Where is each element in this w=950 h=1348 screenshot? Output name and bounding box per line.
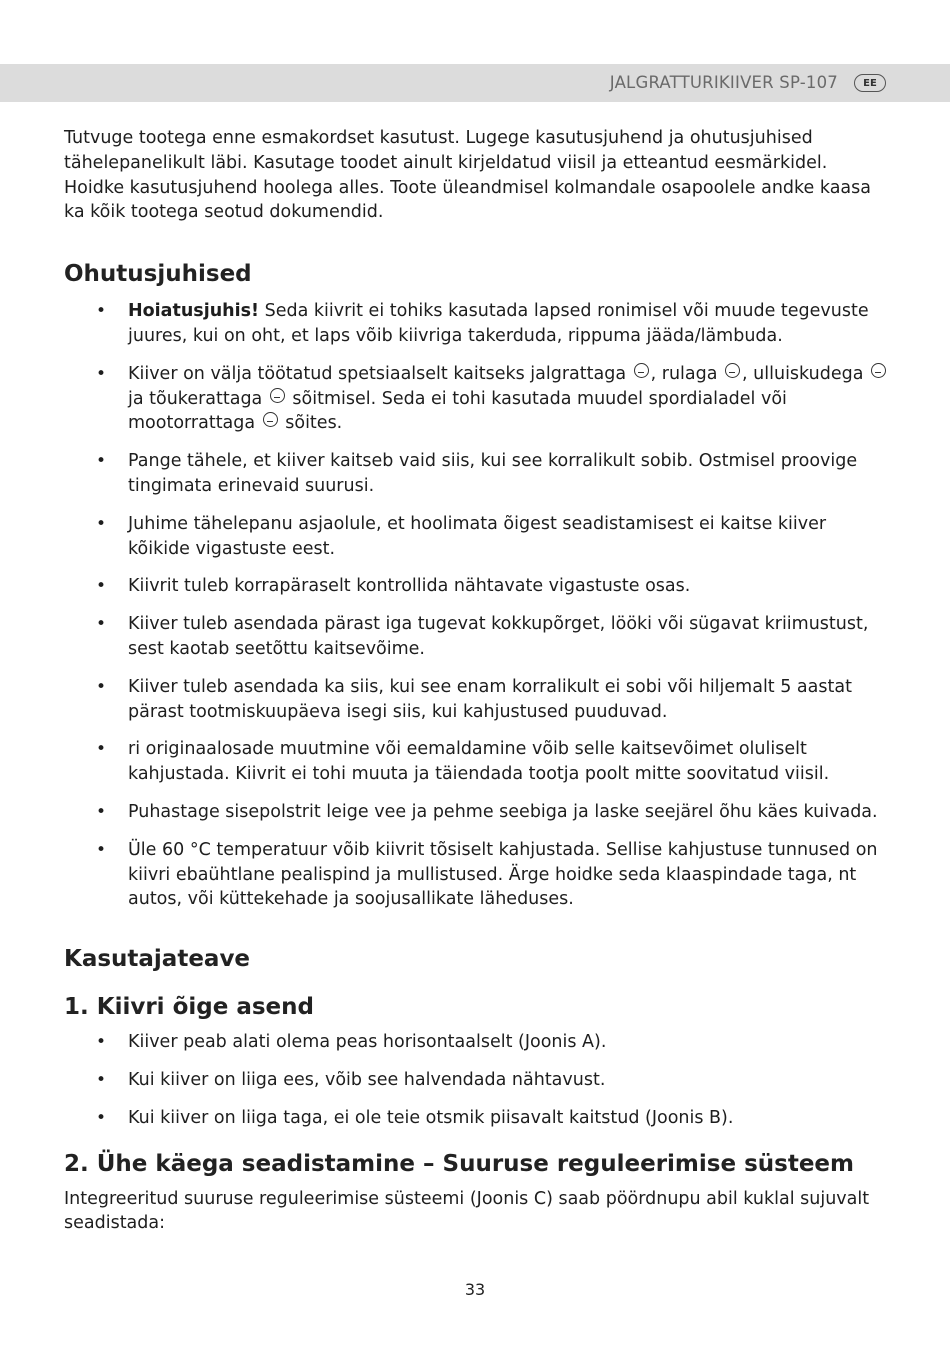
section-1-list	[64, 1030, 890, 1130]
list-item: • Pange tähele, et kiiver kaitseb vaid siis, kui see korralikult sobib. Ostmisel proovige tingimata erinevaid suurusi.	[64, 449, 890, 499]
usage-text: ja tõukerattaga	[128, 388, 268, 409]
page-number: 33	[464, 1280, 486, 1299]
list-item: • Kiiver peab alati olema peas horisontaalselt (Joonis A).	[64, 1030, 890, 1055]
document-title: JALGRATTURIKIIVER SP-107	[609, 73, 838, 92]
list-item: • Kui kiiver on liiga taga, ei ole teie otsmik piisavalt kaitstud (Joonis B).	[64, 1106, 890, 1131]
section-2-paragraph: Integreeritud suuruse reguleerimise süsteemi (Joonis C) saab pöördnupu abil kuklal sujuvalt seadistada:	[64, 1188, 870, 1234]
section-2-heading: 2. Ühe käega seadistamine – Suuruse reguleerimise süsteem	[64, 1150, 854, 1177]
bicycle-icon	[634, 363, 649, 378]
list-item: • Puhastage sisepolstrit leige vee ja pehme seebiga ja laske seejärel õhu käes kuivada.	[64, 800, 890, 825]
list-item	[64, 299, 890, 349]
language-badge: EE	[854, 74, 886, 92]
list-item: • Juhime tähelepanu asjaolule, et hoolimata õigest seadistamisest ei kaitse kiiver kõikide vigastuste eest.	[64, 512, 890, 562]
skateboard-icon	[725, 363, 740, 378]
section-1-heading: 1. Kiivri õige asend	[64, 994, 314, 1021]
list-item: • Kiivrit tuleb korrapäraselt kontrollida nähtavate vigastuste osas.	[64, 574, 890, 599]
usage-text: sõitmisel. Seda ei tohi kasutada muudel spordialadel või mootorrattaga	[128, 388, 787, 434]
scooter-icon	[270, 388, 285, 403]
usage-text: Kiiver on välja töötatud spetsiaalselt kaitseks jalgrattaga	[128, 363, 632, 384]
usage-text: sõites.	[279, 413, 343, 434]
safety-heading: Ohutusjuhised	[64, 261, 252, 288]
list-item: • Kui kiiver on liiga ees, võib see halvendada nähtavust.	[64, 1068, 890, 1093]
no-motorcycle-icon	[263, 412, 278, 427]
inline-skates-icon	[871, 363, 886, 378]
list-item: • Kiiver tuleb asendada ka siis, kui see enam korralikult ei sobi või hiljemalt 5 aastat pärast tootmiskuupäeva isegi siis, kui kahjustused puuduvad.	[64, 675, 890, 725]
page-content	[64, 126, 890, 1236]
list-item: • Kiiver tuleb asendada pärast iga tugevat kokkupõrget, lööki või sügavat kriimustust, sest kaotab seetõttu kaitsevõime.	[64, 612, 890, 662]
intro-paragraph: Tutvuge tootega enne esmakordset kasutust. Lugege kasutusjuhend ja ohutusjuhised tähelepanelikult läbi. Kasutage toodet ainult kirjeldatud viisil ja etteantud eesmärkidel. Hoidke kasutusjuhend hoolega alles. Toote üleandmisel kolmandale osapoolele andke kaasa ka kõik tootega seotud dokumendid.	[64, 128, 871, 223]
safety-list	[64, 299, 890, 912]
user-info-heading: Kasutajateave	[64, 946, 251, 973]
warning-lead: Hoiatusjuhis!	[128, 301, 260, 322]
list-item: • Üle 60 °C temperatuur võib kiivrit tõsiselt kahjustada. Sellise kahjustuse tunnused on kiivri ebaühtlane pealispind ja mullistused. Ärge hoidke seda klaaspindade taga, nt autos, või küttekehade ja soojusallikate läheduses.	[64, 838, 890, 912]
warning-text: Seda kiivrit ei tohiks kasutada lapsed ronimisel või muude tegevuste juures, kui on oht, et laps võib kiivriga takerduda, rippuma jääda/lämbuda.	[128, 301, 869, 346]
list-item	[64, 362, 890, 436]
usage-text: , ulluiskudega	[742, 363, 870, 384]
usage-text: , rulaga	[650, 363, 724, 384]
header-band	[0, 64, 950, 102]
list-item: • ri originaalosade muutmine või eemaldamine võib selle kaitsevõimet oluliselt kahjustada. Kiivrit ei tohi muuta ja täiendada tootja poolt mitte soovitatud viisil.	[64, 737, 890, 787]
